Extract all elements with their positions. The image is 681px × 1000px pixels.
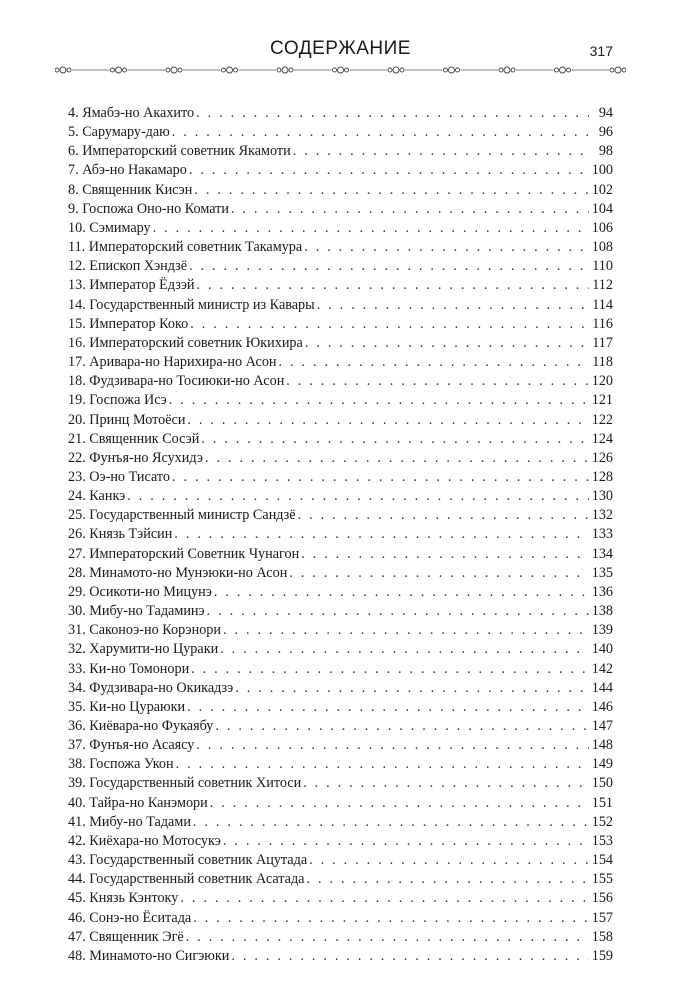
dot-leader — [193, 909, 589, 928]
toc-entry — [68, 449, 613, 468]
dot-leader — [279, 353, 589, 372]
toc-entry-page: 118 — [592, 354, 613, 371]
toc-entry-title: 13. Император Ёдзэй — [68, 277, 195, 294]
toc-entry — [68, 142, 613, 161]
toc-entry-title: 43. Государственный советник Ацутада — [68, 852, 308, 869]
ornament-motif — [387, 66, 405, 74]
page-header — [0, 0, 681, 80]
toc-entry — [68, 602, 613, 621]
toc-entry-page: 108 — [591, 239, 613, 256]
toc-entry-page: 116 — [592, 315, 613, 332]
toc-entry-page: 98 — [598, 143, 613, 160]
toc-entry — [68, 372, 613, 391]
dot-leader — [153, 219, 589, 238]
toc-entry-page: 148 — [591, 737, 613, 754]
dot-leader — [309, 851, 589, 870]
toc-entry-page: 112 — [592, 277, 613, 294]
ornament-motif — [55, 66, 72, 74]
toc-entry — [68, 334, 613, 353]
toc-entry-page: 147 — [591, 718, 613, 734]
toc-entry-page: 114 — [592, 296, 613, 313]
dot-leader — [127, 487, 589, 506]
toc-entry-title: 45. Князь Кэнтоку — [68, 890, 179, 907]
dot-leader — [289, 564, 589, 583]
toc-entry — [68, 123, 613, 142]
toc-entry — [68, 161, 613, 180]
ornament-motif — [332, 66, 350, 74]
toc-entry-page: 159 — [591, 947, 613, 964]
toc-entry-title: 32. Харумити-но Цураки — [68, 641, 219, 658]
toc-entry-title: 35. Ки-но Цураюки — [68, 698, 186, 715]
toc-entry-title: 14. Государственный министр из Кавары — [68, 296, 315, 313]
toc-entry — [68, 774, 613, 793]
toc-entry-page: 136 — [591, 583, 613, 600]
toc-entry-title: 7. Абэ-но Накамаро — [68, 162, 187, 179]
toc-entry — [68, 181, 613, 200]
toc-entry — [68, 525, 613, 544]
toc-entry — [68, 583, 613, 602]
dot-leader — [169, 391, 589, 410]
dot-leader — [207, 602, 589, 621]
toc-entry-page: 156 — [591, 890, 613, 907]
toc-entry-title: 20. Принц Мотоёси — [68, 411, 186, 428]
toc-entry-page: 155 — [591, 871, 613, 888]
toc-entry-title: 48. Минамото-но Сигэюки — [68, 947, 230, 964]
toc-entry-title: 29. Осикоти-но Мицунэ — [68, 583, 212, 600]
dot-leader — [293, 142, 589, 161]
toc-entry-title: 34. Фудзивара-но Окикадзэ — [68, 679, 234, 696]
dot-leader — [298, 506, 589, 525]
toc-entry-page: 102 — [591, 181, 613, 198]
toc-entry-title: 37. Фунъя-но Асаясу — [68, 737, 195, 754]
toc-entry-page: 104 — [591, 200, 613, 217]
page-number: 317 — [589, 43, 613, 59]
ornament-motif — [443, 66, 461, 74]
dot-leader — [210, 794, 589, 813]
dot-leader — [231, 947, 589, 966]
toc-entry-page: 151 — [591, 794, 613, 811]
dot-leader — [304, 238, 589, 257]
toc-entry-page: 106 — [591, 219, 613, 236]
toc-entry-title: 47. Священник Эгё — [68, 928, 184, 945]
dot-leader — [191, 660, 589, 679]
dot-leader — [306, 870, 589, 889]
dot-leader — [189, 257, 589, 276]
toc-entry-page: 144 — [591, 679, 613, 696]
table-of-contents — [68, 104, 613, 966]
toc-entry — [68, 219, 613, 238]
dot-leader — [190, 315, 589, 334]
toc-entry-title: 41. Мибу-но Тадами — [68, 813, 191, 830]
toc-entry — [68, 679, 613, 698]
toc-entry-page: 149 — [591, 756, 613, 773]
toc-entry-page: 122 — [591, 411, 613, 428]
toc-entry-title: 12. Епископ Хэндзё — [68, 258, 188, 275]
toc-entry-title: 36. Киёвара-но Фукаябу — [68, 718, 214, 734]
toc-entry-page: 110 — [592, 258, 613, 275]
toc-entry-page: 140 — [591, 641, 613, 658]
toc-entry-page: 133 — [591, 526, 613, 543]
dot-leader — [201, 430, 589, 449]
dot-leader — [303, 774, 589, 793]
toc-entry-page: 138 — [591, 603, 613, 620]
toc-entry — [68, 411, 613, 430]
dot-leader — [194, 181, 589, 200]
dot-leader — [214, 583, 589, 602]
ornament-motif — [498, 66, 516, 74]
toc-entry-title: 6. Императорский советник Якамоти — [68, 143, 291, 160]
toc-entry-title: 28. Минамото-но Мунэюки-но Асон — [68, 564, 288, 581]
toc-entry-title: 9. Госпожа Оно-но Комати — [68, 200, 229, 217]
dot-leader — [193, 813, 589, 832]
toc-entry-page: 152 — [591, 813, 613, 830]
dot-leader — [172, 123, 589, 142]
ornamental-divider — [55, 64, 626, 76]
toc-entry-page: 96 — [598, 124, 613, 141]
toc-entry — [68, 391, 613, 410]
ornament-motif — [110, 66, 128, 74]
toc-entry — [68, 832, 613, 851]
toc-entry-page: 139 — [591, 622, 613, 639]
ornament-motif — [609, 66, 626, 74]
toc-entry-title: 17. Аривара-но Нарихира-но Асон — [68, 354, 277, 371]
toc-entry — [68, 813, 613, 832]
dot-leader — [196, 736, 589, 755]
toc-entry-title: 10. Сэмимару — [68, 219, 151, 236]
ornament-motif — [554, 66, 572, 74]
toc-entry-page: 126 — [591, 449, 613, 466]
dot-leader — [187, 698, 589, 717]
dot-leader — [186, 928, 589, 947]
toc-entry — [68, 545, 613, 564]
toc-entry-page: 154 — [591, 852, 613, 869]
toc-entry — [68, 889, 613, 908]
dot-leader — [286, 372, 589, 391]
page-title: СОДЕРЖАНИЕ — [270, 38, 411, 59]
toc-entry-title: 27. Императорский Советник Чунагон — [68, 545, 300, 562]
toc-entry — [68, 909, 613, 928]
dot-leader — [176, 755, 589, 774]
dot-leader — [215, 717, 589, 736]
toc-entry — [68, 660, 613, 679]
dot-leader — [235, 679, 589, 698]
dot-leader — [305, 334, 589, 353]
toc-entry — [68, 257, 613, 276]
toc-entry-page: 158 — [591, 928, 613, 945]
toc-entry-title: 11. Императорский советник Такамура — [68, 239, 303, 256]
toc-entry-page: 128 — [591, 468, 613, 485]
toc-entry — [68, 353, 613, 372]
toc-entry — [68, 238, 613, 257]
toc-entry-title: 46. Сонэ-но Ёситада — [68, 909, 192, 926]
dot-leader — [317, 296, 589, 315]
toc-entry-page: 100 — [591, 162, 613, 179]
ornament-motif — [276, 66, 294, 74]
toc-entry-title: 39. Государственный советник Хитоси — [68, 775, 302, 792]
toc-entry-title: 15. Император Коко — [68, 315, 189, 332]
toc-entry — [68, 315, 613, 334]
toc-entry-page: 117 — [592, 334, 613, 351]
dot-leader — [220, 640, 589, 659]
toc-entry-title: 40. Тайра-но Канэмори — [68, 794, 208, 811]
toc-entry — [68, 564, 613, 583]
toc-entry — [68, 736, 613, 755]
toc-entry-page: 134 — [591, 545, 613, 562]
toc-entry-title: 8. Священник Кисэн — [68, 181, 193, 198]
toc-entry-title: 18. Фудзивара-но Тосиюки-но Асон — [68, 373, 285, 390]
dot-leader — [174, 525, 589, 544]
dot-leader — [301, 545, 589, 564]
toc-entry-title: 38. Госпожа Укон — [68, 756, 174, 773]
toc-entry-page: 135 — [591, 564, 613, 581]
toc-entry-title: 33. Ки-но Томонори — [68, 660, 190, 677]
toc-entry — [68, 296, 613, 315]
dot-leader — [172, 468, 589, 487]
toc-entry-page: 142 — [591, 660, 613, 677]
toc-entry-page: 130 — [591, 488, 613, 505]
toc-entry-page: 146 — [591, 698, 613, 715]
toc-entry-title: 26. Князь Тэйсин — [68, 526, 173, 543]
toc-entry — [68, 200, 613, 219]
toc-entry-page: 94 — [598, 105, 613, 121]
toc-entry-page: 157 — [591, 909, 613, 926]
toc-entry-page: 124 — [591, 430, 613, 447]
dot-leader — [205, 449, 589, 468]
toc-entry-title: 44. Государственный советник Асатада — [68, 871, 305, 888]
toc-entry-title: 16. Императорский советник Юкихира — [68, 334, 303, 351]
toc-entry — [68, 947, 613, 966]
toc-entry-page: 153 — [591, 832, 613, 849]
toc-entry — [68, 104, 613, 123]
toc-entry-page: 120 — [591, 373, 613, 390]
toc-entry — [68, 794, 613, 813]
toc-entry — [68, 717, 613, 736]
dot-leader — [180, 889, 589, 908]
dot-leader — [223, 621, 589, 640]
toc-entry — [68, 276, 613, 295]
toc-entry-title: 22. Фунъя-но Ясухидэ — [68, 449, 204, 466]
dot-leader — [223, 832, 589, 851]
toc-entry — [68, 621, 613, 640]
dot-leader — [231, 200, 589, 219]
dot-leader — [187, 411, 589, 430]
toc-entry-title: 31. Саконоэ-но Корэнори — [68, 622, 221, 639]
toc-entry-title: 30. Мибу-но Тадаминэ — [68, 603, 205, 620]
toc-entry — [68, 698, 613, 717]
toc-entry-page: 150 — [591, 775, 613, 792]
ornament-motif — [221, 66, 239, 74]
toc-entry — [68, 430, 613, 449]
toc-entry-page: 132 — [591, 507, 613, 524]
toc-entry-title: 42. Киёхара-но Мотосукэ — [68, 832, 221, 849]
dot-leader — [196, 104, 589, 123]
toc-entry — [68, 640, 613, 659]
toc-entry — [68, 506, 613, 525]
toc-entry-title: 23. Оэ-но Тисато — [68, 468, 170, 485]
toc-entry — [68, 928, 613, 947]
toc-entry-title: 24. Канкэ — [68, 488, 126, 505]
dot-leader — [189, 161, 589, 180]
toc-entry — [68, 851, 613, 870]
toc-entry — [68, 870, 613, 889]
toc-entry-title: 25. Государственный министр Сандзё — [68, 507, 296, 524]
toc-entry-title: 5. Сарумару-даю — [68, 124, 170, 141]
toc-entry-title: 21. Священник Сосэй — [68, 430, 200, 447]
ornament-motif — [165, 66, 183, 74]
toc-entry — [68, 755, 613, 774]
toc-entry-title: 4. Ямабэ-но Акахито — [68, 105, 195, 121]
toc-entry — [68, 487, 613, 506]
dot-leader — [197, 276, 589, 295]
toc-entry-page: 121 — [591, 392, 613, 409]
toc-entry — [68, 468, 613, 487]
toc-entry-title: 19. Госпожа Исэ — [68, 392, 167, 409]
